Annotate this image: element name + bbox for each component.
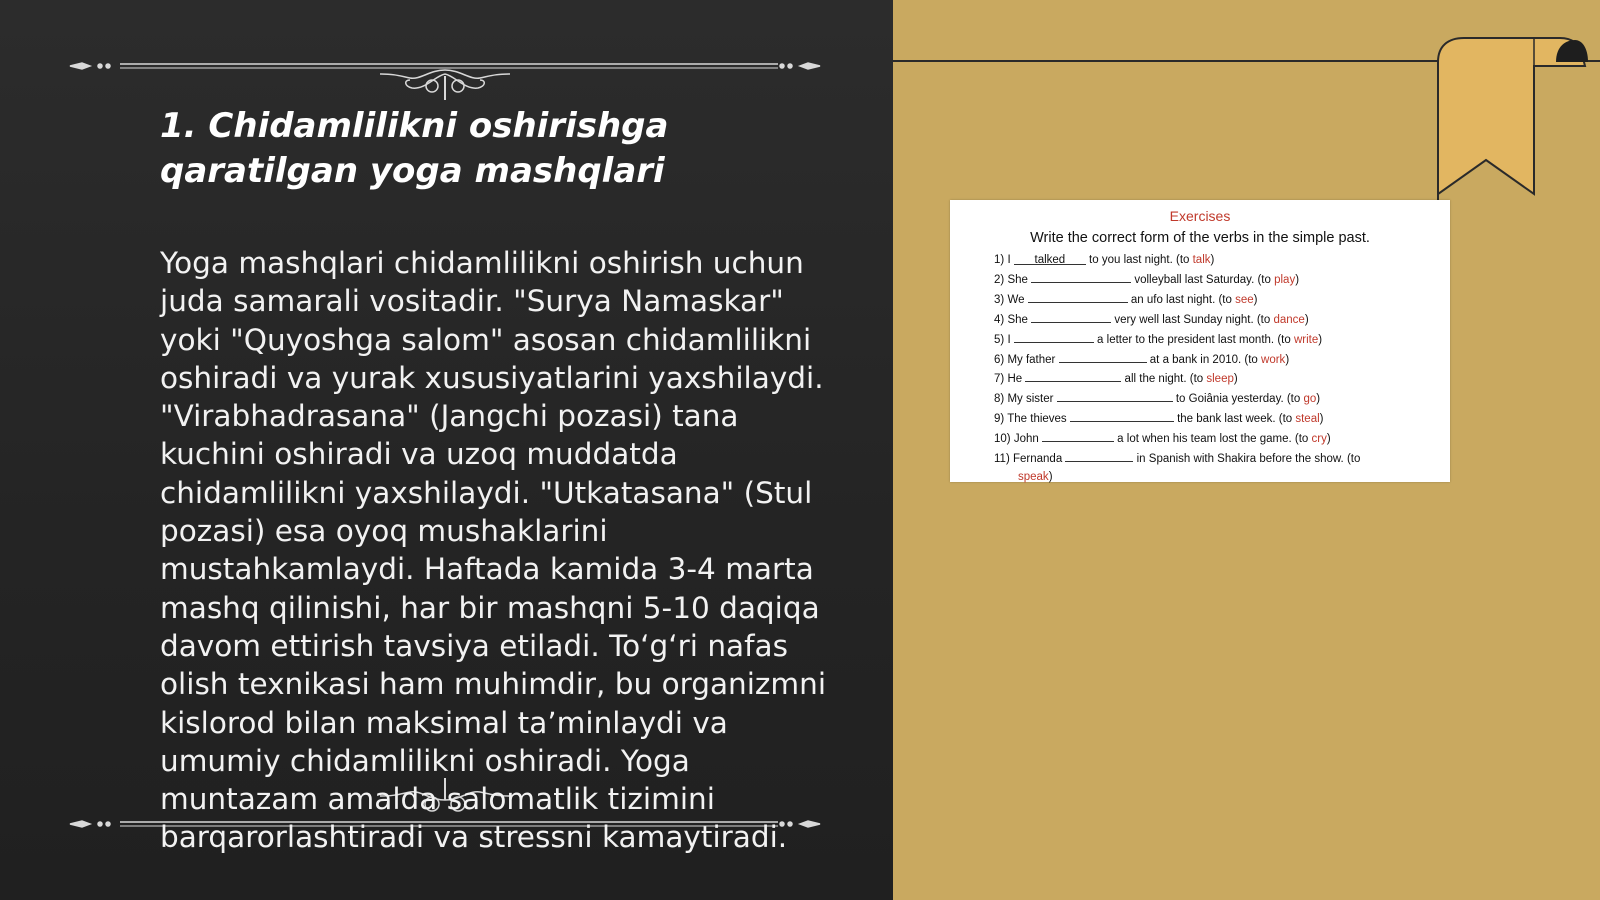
exercise-item <box>994 252 1450 270</box>
exercise-sentence: volleyball last Saturday. (to <box>1134 273 1275 286</box>
exercise-number: 2) <box>994 273 1005 286</box>
exercise-instruction: Write the correct form of the verbs in the simple past. <box>1030 230 1370 246</box>
exercise-number: 6) <box>994 353 1005 366</box>
exercise-close: ) <box>1326 433 1331 446</box>
exercise-verb-hint: see <box>1235 293 1254 306</box>
exercise-number: 9) <box>994 413 1005 426</box>
exercise-close: ) <box>1316 393 1321 406</box>
exercise-item <box>994 429 1450 449</box>
exercise-sentence: at a bank in 2010. (to <box>1149 353 1262 366</box>
exercise-blank <box>1042 429 1114 442</box>
exercise-blank <box>1025 369 1121 382</box>
exercise-item <box>994 389 1450 409</box>
exercise-sentence: an ufo last night. (to <box>1130 293 1236 306</box>
exercise-verb-hint: speak <box>1018 470 1049 483</box>
exercise-subject: She <box>1007 273 1028 286</box>
exercise-number: 7) <box>994 373 1005 386</box>
exercise-blank <box>1070 409 1174 422</box>
exercise-subject: John <box>1013 433 1039 446</box>
exercise-subject: We <box>1007 293 1025 306</box>
exercise-list <box>994 252 1450 487</box>
exercise-sentence: all the night. (to <box>1124 373 1207 386</box>
exercise-blank <box>1031 310 1111 323</box>
exercise-close: ) <box>1048 470 1053 483</box>
exercise-verb-hint: write <box>1293 333 1319 346</box>
exercise-number: 4) <box>994 313 1005 326</box>
exercise-item <box>994 350 1450 370</box>
exercise-item <box>994 270 1450 290</box>
slide-body-text: Yoga mashqlari chidamlilikni oshirish uchun juda samarali vositadir. "Surya Namaskar" yoki "Quyoshga salom" asosan chidamlilikni oshiradi va yurak xususiyatlarini yaxshilaydi. "Virabhadrasana" (Jangchi pozasi) tana kuchini oshiradi va uzoq muddatda chidamlilikni yaxshilaydi. "Utkatasana" (Stul pozasi) esa oyoq mushaklarini mustahkamlaydi. Haftada kamida 3-4 marta mashq qilinishi, har bir mashqni 5-10 daqiqa davom ettirish tavsiya etiladi. To‘g‘ri nafas olish texnikasi ham muhimdir, bu organizmni kislorod bilan maksimal ta’minlaydi va umumiy chidamlilikni oshiradi. Yoga muntazam amalda salomatlik tizimini barqarorlashtiradi va stressni kamaytiradi. <box>160 246 827 855</box>
exercise-subject: She <box>1007 313 1028 326</box>
exercise-item <box>994 310 1450 330</box>
exercise-verb-hint: work <box>1261 353 1286 366</box>
exercise-close: ) <box>1318 333 1323 346</box>
exercise-sentence: the bank last week. (to <box>1177 413 1296 426</box>
exercise-blank <box>1031 270 1131 283</box>
exercise-close: ) <box>1295 273 1300 286</box>
exercise-subject: I <box>1007 254 1011 266</box>
exercise-subject: I <box>1007 333 1011 346</box>
exercise-heading: Exercises <box>1169 208 1231 224</box>
exercise-close: ) <box>1253 293 1258 306</box>
exercise-sentence: to you last night. (to <box>1089 254 1193 266</box>
exercise-subject: My father <box>1007 353 1056 366</box>
exercise-number: 1) <box>994 254 1005 266</box>
exercise-item <box>994 369 1450 389</box>
exercise-blank <box>1014 330 1094 343</box>
exercise-sentence: a lot when his team lost the game. (to <box>1117 433 1312 446</box>
exercise-item <box>994 290 1450 310</box>
exercise-verb-hint: talk <box>1192 254 1211 266</box>
exercise-blank <box>1057 389 1173 402</box>
exercise-verb-hint: cry <box>1311 433 1327 446</box>
exercise-blank: talked <box>1014 252 1086 265</box>
exercise-subject: Fernanda <box>1012 453 1063 466</box>
exercise-verb-hint: go <box>1303 393 1317 406</box>
exercise-close: ) <box>1233 373 1238 386</box>
exercise-number: 11) <box>994 453 1010 466</box>
exercise-subject: The thieves <box>1007 413 1067 426</box>
exercise-blank <box>1065 449 1133 462</box>
bookmark-ribbon-icon <box>1430 36 1590 200</box>
top-ornament-icon <box>60 40 830 100</box>
exercise-sentence: a letter to the president last month. (to <box>1097 333 1294 346</box>
exercise-verb-hint: sleep <box>1206 373 1234 386</box>
exercise-sentence: in Spanish with Shakira before the show. (to <box>1136 453 1361 466</box>
exercise-sentence: to Goiânia yesterday. (to <box>1175 393 1304 406</box>
exercise-verb-hint: dance <box>1273 313 1305 326</box>
exercise-close: ) <box>1285 353 1290 366</box>
exercise-verb-hint: steal <box>1295 413 1320 426</box>
exercise-close: ) <box>1304 313 1309 326</box>
exercise-close: ) <box>1319 413 1324 426</box>
exercise-item <box>994 449 1368 487</box>
exercise-number: 3) <box>994 293 1005 306</box>
exercise-sentence: very well last Sunday night. (to <box>1114 313 1274 326</box>
exercise-worksheet <box>950 200 1450 482</box>
exercise-number: 8) <box>994 393 1005 406</box>
exercise-number: 10) <box>994 433 1011 446</box>
exercise-subject: My sister <box>1007 393 1054 406</box>
exercise-blank <box>1059 350 1147 363</box>
exercise-item <box>994 330 1450 350</box>
exercise-number: 5) <box>994 333 1005 346</box>
exercise-close: ) <box>1210 254 1215 266</box>
exercise-item <box>994 409 1450 429</box>
exercise-blank <box>1028 290 1128 303</box>
exercise-verb-hint: play <box>1274 273 1296 286</box>
exercise-subject: He <box>1007 373 1023 386</box>
slide-title: 1. Chidamlilikni oshirishga qaratilgan yoga mashqlari <box>160 106 669 191</box>
